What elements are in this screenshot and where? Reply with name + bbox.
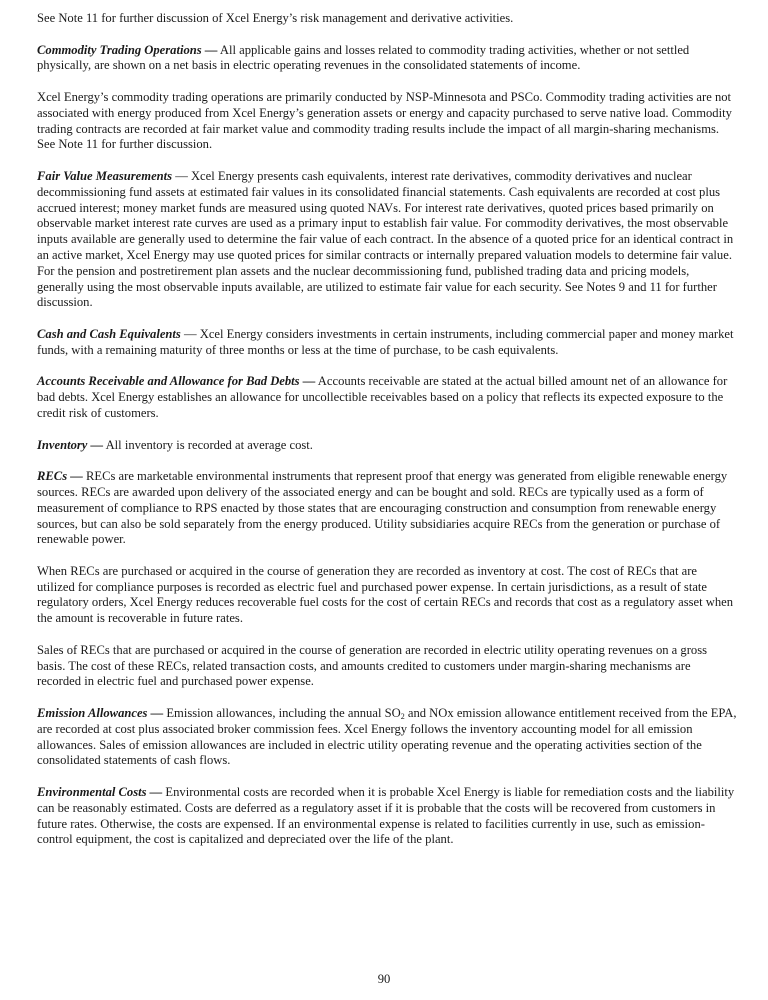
paragraph-text: Emission allowances, including the annual SO (163, 706, 401, 721)
paragraph-text: Environmental costs are recorded when it is probable Xcel Energy is liable for remediation costs and the liability can be reasonably estimated. Costs are deferred as a regulatory asset if it is probable that the costs will be recovered from customers in future rates. Otherwise, the costs are expensed. If an environmental expense is related to facilities currently in use, such as emission-control equipment, the cost is capitalized and depreciated over the life of the plant. (37, 785, 735, 847)
section-heading: Cash and Cash Equivalents (37, 326, 181, 341)
section-heading: Accounts Receivable and Allowance for Bad Debts — (37, 374, 316, 389)
paragraph-emission-allowances (37, 706, 737, 769)
paragraph-recs-purchase (37, 564, 737, 627)
paragraph-environmental-costs (37, 785, 737, 848)
paragraph-recs-sales (37, 643, 737, 690)
paragraph-text: See Note 11 for further discussion of Xcel Energy’s risk management and derivative activities. (37, 11, 514, 25)
paragraph-commodity-trading-operations (37, 43, 737, 75)
paragraph-fair-value-measurements (37, 169, 737, 311)
section-heading: Commodity Trading Operations — (37, 42, 218, 57)
paragraph-note-11-reference (37, 11, 737, 27)
paragraph-text: Sales of RECs that are purchased or acquired in the course of generation are recorded in electric utility operating revenues on a gross basis. The cost of these RECs, related transaction costs, and amounts credited to customers under margin-sharing mechanisms are recorded in electric fuel and purchased power expense. (37, 642, 708, 689)
section-heading: RECs — (37, 469, 83, 484)
paragraph-text: Accounts receivable are stated at the actual billed amount net of an allowance for bad debts. Xcel Energy establishes an allowance for uncollectible receivables based on a policy that reflects its expected exposure to the credit risk of customers. (37, 374, 728, 420)
section-heading: Fair Value Measurements (37, 168, 173, 183)
paragraph-text: RECs are marketable environmental instruments that represent proof that energy was generated from eligible renewable energy sources. RECs are awarded upon delivery of the associated energy and can be bought and sold. RECs are typically used as a form of measurement of compliance to RPS enacted by those states that are encouraging construction and consumption from renewable energy sources, but can also be sold separately from the energy produced. Utility subsidiaries acquire RECs from the generation or purchase of renewable power. (37, 469, 728, 547)
paragraph-text: and NOx emission allowance entitlement received from the EPA, are recorded at cost plus associated broker commission fees. Xcel Energy follows the inventory accounting model for all emission allowances. Sales of emission allowances are included in electric utility operating revenue and the operating activities section of the consolidated statements of cash flows. (37, 706, 737, 768)
paragraph-text: All applicable gains and losses related to commodity trading activities, whether or not settled physically, are shown on a net basis in electric operating revenues in the consolidated statements of income. (37, 42, 690, 73)
page-number: 90 (377, 972, 391, 986)
document-page (37, 11, 737, 864)
paragraph-recs (37, 469, 737, 548)
paragraph-text: When RECs are purchased or acquired in the course of generation they are recorded as inventory at cost. The cost of RECs that are utilized for compliance purposes is recorded as electric fuel and purchased power expense. In certain jurisdictions, as a result of state regulatory orders, Xcel Energy reduces recoverable fuel costs for the cost of certain RECs and records that cost as a regulatory asset when the amount is recoverable in future rates. (37, 563, 734, 626)
paragraph-cash-equivalents (37, 327, 737, 359)
section-heading: Inventory — (37, 437, 104, 452)
paragraph-text: All inventory is recorded at average cost. (103, 437, 313, 452)
paragraph-inventory (37, 438, 737, 454)
section-heading: Emission Allowances — (37, 706, 164, 721)
paragraph-commodity-trading-details (37, 90, 737, 153)
section-heading: Environmental Costs — (37, 785, 163, 800)
paragraph-text: — Xcel Energy considers investments in certain instruments, including commercial paper and money market funds, with a remaining maturity of three months or less at the time of purchase, to be cash equivalents. (37, 326, 734, 357)
paragraph-text: Xcel Energy’s commodity trading operations are primarily conducted by NSP-Minnesota and PSCo. Commodity trading activities are not associated with energy produced from Xcel Energy’s generation assets or energy and capacity purchased to serve native load. Commodity trading contracts are recorded at fair market value and commodity trading results include the impact of all margin-sharing mechanisms. See Note 11 for further discussion. (37, 89, 732, 152)
paragraph-text: — Xcel Energy presents cash equivalents, interest rate derivatives, commodity derivatives and nuclear decommissioning fund assets at estimated fair values in its consolidated financial statements. Cash equivalents are recorded at cost plus accrued interest; money market funds are measured using quoted NAVs. For interest rate derivatives, quoted prices based primarily on observable market interest rate curves are used as a primary input to establish fair value. For commodity derivatives, the most observable inputs available are generally used to determine the fair value of each contract. In the absence of a quoted price for an identical contract in an active market, Xcel Energy may use quoted prices for similar contracts or internally prepared valuation models to determine fair value. For the pension and postretirement plan assets and the nuclear decommissioning fund, published trading data and pricing models, generally using the most observable inputs available, are utilized to estimate fair value for each security. See Notes 9 and 11 for further discussion. (37, 168, 734, 310)
paragraph-accounts-receivable (37, 374, 737, 421)
subscript: 2 (400, 712, 405, 722)
